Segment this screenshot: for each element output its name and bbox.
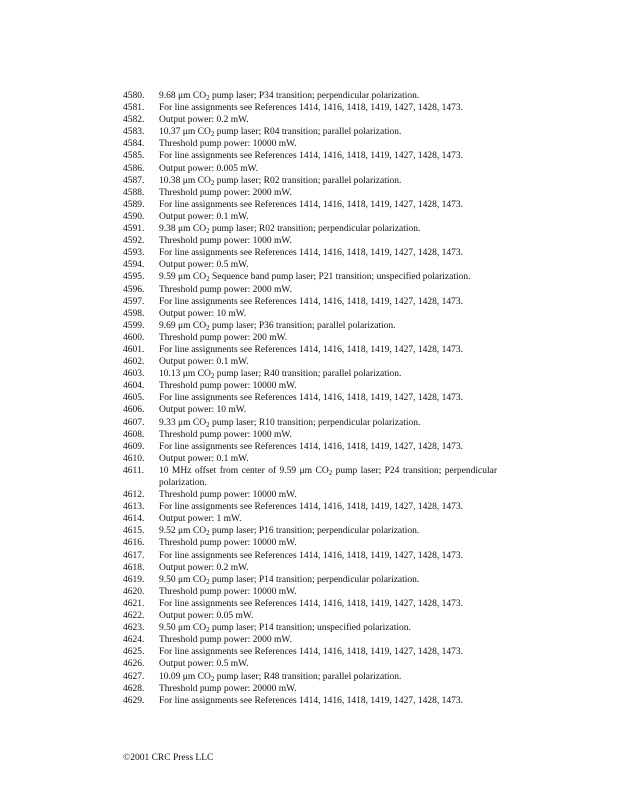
note-number: 4589.: [123, 199, 145, 210]
note-item: [0, 550, 617, 562]
note-text-segment: 10.38 μm CO: [159, 175, 211, 186]
note-text: [159, 646, 497, 658]
note-number: 4626.: [123, 659, 145, 670]
note-text-segment: pump laser; R10 transition; perpendicular polarization.: [209, 417, 421, 428]
note-item: [0, 247, 617, 259]
note-item: [0, 296, 617, 308]
note-number: 4585.: [123, 151, 145, 162]
note-text: [159, 199, 497, 211]
note-item: [0, 441, 617, 453]
note-item: [0, 344, 617, 356]
note-text: [159, 634, 497, 646]
note-text-segment: For line assignments see References 1414, 1416, 1418, 1419, 1427, 1428, 1473.: [159, 151, 463, 162]
note-text: [159, 284, 497, 296]
note-text: [159, 126, 497, 138]
note-item: [0, 90, 617, 102]
note-text: [159, 211, 497, 223]
note-item: [0, 671, 617, 683]
note-text-segment: pump laser; R04 transition; parallel polarization.: [214, 127, 402, 138]
note-text-segment: For line assignments see References 1414, 1416, 1418, 1419, 1427, 1428, 1473.: [159, 296, 463, 307]
note-text-segment: 10 MHz offset from center of 9.59 μm CO: [159, 465, 329, 476]
note-item: [0, 368, 617, 380]
note-text: [159, 163, 497, 175]
note-text: [159, 138, 497, 150]
note-item: [0, 235, 617, 247]
note-text-segment: Output power: 0.1 mW.: [159, 357, 249, 368]
note-text: [159, 562, 497, 574]
note-text: [159, 320, 497, 332]
note-item: [0, 610, 617, 622]
note-text: [159, 114, 497, 126]
note-text: [159, 247, 497, 259]
note-item: [0, 586, 617, 598]
note-text: [159, 175, 497, 187]
note-item: [0, 465, 617, 489]
note-text: [159, 441, 497, 453]
note-text-segment: Output power: 0.1 mW.: [159, 211, 249, 222]
note-number: 4623.: [123, 623, 145, 634]
note-text-segment: For line assignments see References 1414, 1416, 1418, 1419, 1427, 1428, 1473.: [159, 103, 463, 114]
note-text-segment: For line assignments see References 1414, 1416, 1418, 1419, 1427, 1428, 1473.: [159, 441, 463, 452]
note-number: 4598.: [123, 308, 145, 319]
note-number: 4597.: [123, 296, 145, 307]
note-text-segment: Output power: 0.5 mW.: [159, 260, 249, 271]
note-number: 4583.: [123, 127, 145, 138]
note-item: [0, 150, 617, 162]
note-text-segment: Output power: 10 mW.: [159, 405, 247, 416]
note-number: 4625.: [123, 647, 145, 658]
note-item: [0, 622, 617, 634]
note-text-segment: Threshold pump power: 200 mW.: [159, 332, 288, 343]
subscript: 2: [206, 577, 210, 586]
note-text-segment: Threshold pump power: 2000 mW.: [159, 284, 292, 295]
note-text: [159, 465, 497, 489]
note-text: [159, 271, 497, 283]
note-number: 4588.: [123, 187, 145, 198]
note-text: [159, 525, 497, 537]
note-number: 4615.: [123, 526, 145, 537]
note-item: [0, 695, 617, 707]
note-text-segment: 9.69 μm CO: [159, 320, 207, 331]
note-item: [0, 102, 617, 114]
note-item: [0, 380, 617, 392]
note-text-segment: 9.33 μm CO: [159, 417, 207, 428]
note-text-segment: For line assignments see References 1414, 1416, 1418, 1419, 1427, 1428, 1473.: [159, 393, 463, 404]
note-number: 4581.: [123, 103, 145, 114]
note-number: 4612.: [123, 490, 145, 501]
note-text-segment: 9.52 μm CO: [159, 526, 207, 537]
note-number: 4614.: [123, 514, 145, 525]
note-number: 4616.: [123, 538, 145, 549]
note-text-segment: Threshold pump power: 10000 mW.: [159, 381, 297, 392]
note-item: [0, 598, 617, 610]
note-item: [0, 525, 617, 537]
note-number: 4590.: [123, 211, 145, 222]
note-text-segment: For line assignments see References 1414, 1416, 1418, 1419, 1427, 1428, 1473.: [159, 344, 463, 355]
note-text-segment: pump laser; P24 transition; perpendicular polarization.: [159, 465, 497, 488]
note-number: 4613.: [123, 502, 145, 513]
note-item: [0, 320, 617, 332]
note-item: [0, 163, 617, 175]
note-number: 4628.: [123, 683, 145, 694]
note-text-segment: For line assignments see References 1414, 1416, 1418, 1419, 1427, 1428, 1473.: [159, 647, 463, 658]
note-item: [0, 175, 617, 187]
note-text: [159, 537, 497, 549]
note-number: 4627.: [123, 671, 145, 682]
note-text-segment: For line assignments see References 1414, 1416, 1418, 1419, 1427, 1428, 1473.: [159, 248, 463, 259]
note-text: [159, 223, 497, 235]
note-text: [159, 683, 497, 695]
note-text-segment: pump laser; R40 transition; parallel polarization.: [214, 369, 402, 380]
note-text: [159, 404, 497, 416]
note-item: [0, 114, 617, 126]
note-text: [159, 332, 497, 344]
subscript: 2: [210, 178, 215, 187]
subscript: 2: [206, 275, 210, 284]
note-text-segment: Threshold pump power: 1000 mW.: [159, 429, 292, 440]
note-text: [159, 489, 497, 501]
note-number: 4586.: [123, 163, 145, 174]
note-item: [0, 562, 617, 574]
note-number: 4618.: [123, 562, 145, 573]
note-item: [0, 199, 617, 211]
note-text-segment: pump laser; R02 transition; perpendicular polarization.: [209, 224, 421, 235]
note-text-segment: 9.50 μm CO: [159, 574, 207, 585]
note-text-segment: pump laser; P36 transition; parallel polarization.: [209, 320, 396, 331]
note-text-segment: Threshold pump power: 20000 mW.: [159, 683, 297, 694]
note-text-segment: For line assignments see References 1414, 1416, 1418, 1419, 1427, 1428, 1473.: [159, 598, 463, 609]
note-text-segment: 9.59 μm CO: [159, 272, 207, 283]
note-number: 4606.: [123, 405, 145, 416]
note-text-segment: 10.37 μm CO: [159, 127, 211, 138]
note-text: [159, 610, 497, 622]
note-text: [159, 574, 497, 586]
note-text: [159, 429, 497, 441]
note-text: [159, 622, 497, 634]
note-text: [159, 150, 497, 162]
note-item: [0, 489, 617, 501]
note-text-segment: For line assignments see References 1414, 1416, 1418, 1419, 1427, 1428, 1473.: [159, 550, 463, 561]
note-text: [159, 671, 497, 683]
note-text-segment: Output power: 0.005 mW.: [159, 163, 259, 174]
note-item: [0, 501, 617, 513]
note-text: [159, 417, 497, 429]
note-text: [159, 259, 497, 271]
subscript: 2: [206, 420, 210, 429]
note-text-segment: Threshold pump power: 10000 mW.: [159, 586, 297, 597]
note-text-segment: Output power: 0.05 mW.: [159, 611, 254, 622]
note-text-segment: pump laser; R48 transition; parallel polarization.: [214, 671, 402, 682]
note-item: [0, 404, 617, 416]
subscript: 2: [328, 468, 333, 477]
note-text-segment: Output power: 1 mW.: [159, 514, 242, 525]
note-text: [159, 658, 497, 670]
note-item: [0, 308, 617, 320]
note-text-segment: 9.38 μm CO: [159, 224, 207, 235]
note-number: 4587.: [123, 175, 145, 186]
note-item: [0, 356, 617, 368]
note-text-segment: Threshold pump power: 10000 mW.: [159, 490, 297, 501]
note-number: 4594.: [123, 260, 145, 271]
note-item: [0, 223, 617, 235]
note-text: [159, 102, 497, 114]
note-text-segment: Threshold pump power: 1000 mW.: [159, 236, 292, 247]
note-text: [159, 344, 497, 356]
note-number: 4617.: [123, 550, 145, 561]
note-number: 4605.: [123, 393, 145, 404]
note-text-segment: 9.50 μm CO: [159, 623, 207, 634]
note-item: [0, 658, 617, 670]
subscript: 2: [206, 323, 210, 332]
note-number: 4592.: [123, 236, 145, 247]
note-item: [0, 284, 617, 296]
note-number: 4584.: [123, 139, 145, 150]
note-number: 4582.: [123, 115, 145, 126]
note-number: 4624.: [123, 635, 145, 646]
note-item: [0, 683, 617, 695]
note-text: [159, 380, 497, 392]
note-item: [0, 574, 617, 586]
note-text-segment: Threshold pump power: 2000 mW.: [159, 635, 292, 646]
note-item: [0, 259, 617, 271]
note-text: [159, 187, 497, 199]
note-item: [0, 537, 617, 549]
subscript: 2: [210, 372, 215, 381]
note-text-segment: 10.09 μm CO: [159, 671, 211, 682]
note-number: 4610.: [123, 453, 145, 464]
note-number: 4601.: [123, 344, 145, 355]
note-text: [159, 513, 497, 525]
note-text: [159, 296, 497, 308]
note-text-segment: pump laser; P14 transition; unspecified polarization.: [209, 623, 411, 634]
subscript: 2: [210, 674, 215, 683]
note-text-segment: Output power: 0.1 mW.: [159, 453, 249, 464]
note-number: 4580.: [123, 91, 145, 101]
note-text-segment: For line assignments see References 1414, 1416, 1418, 1419, 1427, 1428, 1473.: [159, 695, 463, 706]
note-number: 4608.: [123, 429, 145, 440]
note-text-segment: pump laser; R02 transition; parallel polarization.: [214, 175, 402, 186]
note-text-segment: Output power: 0.5 mW.: [159, 659, 249, 670]
note-item: [0, 417, 617, 429]
note-number: 4591.: [123, 224, 145, 235]
note-text: [159, 695, 497, 707]
note-number: 4629.: [123, 695, 145, 706]
subscript: 2: [206, 626, 210, 635]
note-text: [159, 501, 497, 513]
note-text-segment: For line assignments see References 1414, 1416, 1418, 1419, 1427, 1428, 1473.: [159, 199, 463, 210]
note-text: [159, 368, 497, 380]
note-text: [159, 550, 497, 562]
note-text: [159, 598, 497, 610]
note-text: [159, 453, 497, 465]
note-text-segment: Sequence band pump laser; P21 transition; unspecified polarization.: [209, 272, 471, 283]
note-text-segment: Output power: 0.2 mW.: [159, 562, 249, 573]
note-number: 4619.: [123, 574, 145, 585]
note-item: [0, 126, 617, 138]
note-item: [0, 332, 617, 344]
note-text: [159, 235, 497, 247]
note-item: [0, 429, 617, 441]
subscript: 2: [210, 130, 215, 139]
note-number: 4593.: [123, 248, 145, 259]
note-item: [0, 138, 617, 150]
note-number: 4602.: [123, 357, 145, 368]
note-item: [0, 187, 617, 199]
note-number: 4604.: [123, 381, 145, 392]
note-number: 4622.: [123, 611, 145, 622]
note-text-segment: 9.68 μm CO: [159, 91, 207, 101]
note-text-segment: pump laser; P16 transition; perpendicular polarization.: [209, 526, 420, 537]
note-number: 4595.: [123, 272, 145, 283]
note-number: 4609.: [123, 441, 145, 452]
note-item: [0, 211, 617, 223]
note-text: [159, 308, 497, 320]
footnote-list: [0, 90, 617, 707]
subscript: 2: [206, 227, 210, 236]
note-text: [159, 90, 497, 102]
note-number: 4611.: [123, 465, 145, 476]
note-text-segment: Output power: 0.2 mW.: [159, 115, 249, 126]
note-text-segment: Threshold pump power: 2000 mW.: [159, 187, 292, 198]
note-item: [0, 634, 617, 646]
note-text-segment: 10.13 μm CO: [159, 369, 211, 380]
subscript: 2: [206, 94, 210, 102]
note-text-segment: pump laser; P34 transition; perpendicular polarization.: [209, 91, 420, 101]
note-text-segment: Threshold pump power: 10000 mW.: [159, 538, 297, 549]
note-number: 4620.: [123, 586, 145, 597]
note-number: 4596.: [123, 284, 145, 295]
note-text: [159, 392, 497, 404]
note-number: 4599.: [123, 320, 145, 331]
note-item: [0, 271, 617, 283]
copyright-footer: ©2001 CRC Press LLC: [123, 753, 214, 763]
note-item: [0, 646, 617, 658]
note-text: [159, 586, 497, 598]
note-item: [0, 453, 617, 465]
note-number: 4603.: [123, 369, 145, 380]
note-number: 4600.: [123, 332, 145, 343]
note-text-segment: pump laser; P14 transition; perpendicular polarization.: [209, 574, 420, 585]
note-item: [0, 513, 617, 525]
note-text-segment: Output power: 10 mW.: [159, 308, 247, 319]
note-text-segment: For line assignments see References 1414, 1416, 1418, 1419, 1427, 1428, 1473.: [159, 502, 463, 513]
subscript: 2: [206, 529, 210, 538]
note-item: [0, 392, 617, 404]
note-number: 4621.: [123, 598, 145, 609]
note-text: [159, 356, 497, 368]
note-text-segment: Threshold pump power: 10000 mW.: [159, 139, 297, 150]
note-number: 4607.: [123, 417, 145, 428]
